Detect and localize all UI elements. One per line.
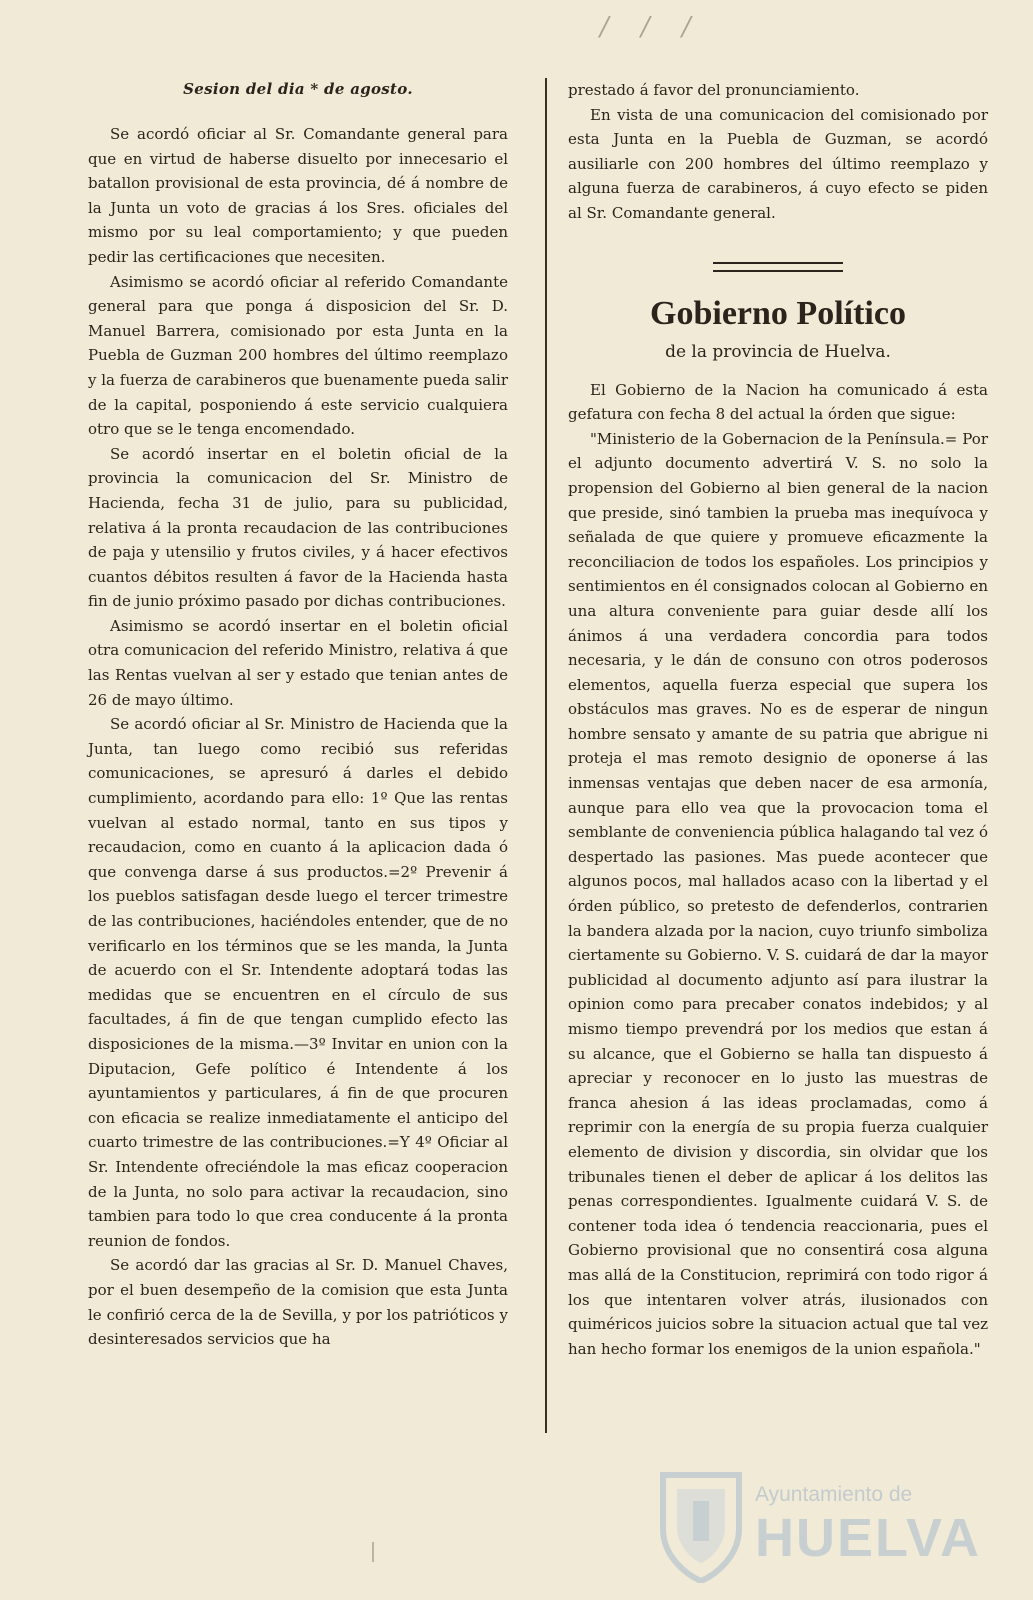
section-title: Gobierno Político [650, 294, 906, 332]
watermark [655, 1465, 1015, 1585]
session-title: Sesion del dia * de agosto. [183, 80, 413, 98]
left-column [88, 78, 508, 1352]
paragraph: Asimismo se acordó insertar en el boletin oficial otra comunicacion del referido Ministro, relativa á que las Rentas vuelvan al ser y estado que tenian antes de 26 de mayo último. [88, 616, 508, 709]
continuation-line: prestado á favor del pronunciamiento. [568, 81, 860, 99]
right-column [568, 78, 988, 1361]
paragraph: En vista de una comunicacion del comisionado por esta Junta en la Puebla de Guzman, se acordó ausiliarle con 200 hombres del último reemplazo y alguna fuerza de carabineros, á cuyo efecto se piden al Sr. Comandante general. [568, 105, 988, 222]
paragraph: Asimismo se acordó oficiar al referido Comandante general para que ponga á disposicion del Sr. D. Manuel Barrera, comisionado por esta Junta en la Puebla de Guzman 200 hombres del último reemplazo y la fuerza de carabineros que buenamente pueda salir de la capital, posponiendo á este servicio cualquiera otro que se le tenga encomendado. [88, 272, 508, 439]
paragraph: Se acordó dar las gracias al Sr. D. Manuel Chaves, por el buen desempeño de la comision que esta Junta le confirió cerca de la de Sevilla, y por los patrióticos y desinteresados servicios que ha [88, 1256, 508, 1349]
watermark-text-line2: HUELVA [755, 1508, 981, 1568]
watermark-text-line1: Ayuntamiento de [755, 1483, 913, 1506]
section-divider [713, 262, 843, 272]
paragraph: El Gobierno de la Nacion ha comunicado á esta gefatura con fecha 8 del actual la órden que sigue: [568, 380, 988, 424]
column-divider [545, 78, 547, 1433]
margin-handwriting: / / / [600, 12, 703, 42]
page-mark [372, 1542, 374, 1562]
paragraph: Se acordó oficiar al Sr. Ministro de Hacienda que la Junta, tan luego como recibió sus referidas comunicaciones, se apresuró á darles el debido cumplimiento, acordando para ello: 1º Que las rentas vuelvan al estado normal, tanto en sus tipos y recaudacion, como en cuanto á la aplicacion dada ó que convenga darse á sus productos.=2º Prevenir á los pueblos satisfagan desde luego el tercer trimestre de las contribuciones, haciéndoles entender, que de no verificarlo en los términos que se les manda, la Junta de acuerdo con el Sr. Intendente adoptará todas las medidas que se encuentren en el círculo de sus facultades, á fin de que tengan cumplido efecto las disposiciones de la misma.—3º Invitar en union con la Diputacion, Gefe político é Intendente á los ayuntamientos y particulares, á fin de que procuren con eficacia se realize inmediatamente el anticipo del cuarto trimestre de las contribuciones.=Y 4º Oficiar al Sr. Intendente ofreciéndole la mas eficaz cooperacion de la Junta, no solo para activar la recaudacion, sino tambien para todo lo que crea conducente á la pronta reunion de fondos. [88, 715, 508, 1250]
paragraph: Se acordó insertar en el boletin oficial de la provincia la comunicacion del Sr. Ministro de Hacienda, fecha 31 de julio, para su publicidad, relativa á la pronta recaudacion de las contribuciones de paja y utensilio y frutos civiles, y á hacer efectivos cuantos débitos resulten á favor de la Hacienda hasta fin de junio próximo pasado por dichas contribuciones. [88, 444, 508, 611]
coat-of-arms-icon [655, 1465, 747, 1583]
section-subtitle: de la provincia de Huelva. [665, 341, 891, 362]
paragraph: "Ministerio de la Gobernacion de la Península.= Por el adjunto documento advertirá V. S. no solo la propension del Gobierno al bien general de la nacion que preside, sinó tambien la prueba mas inequívoca y señalada de que quiere y promueve eficazmente la reconciliacion de todos los españoles. Los principios y sentimientos en él consignados colocan al Gobierno en una altura conveniente para guiar desde allí los ánimos á una verdadera concordia para todos necesaria, y le dán de consuno con otros poderosos elementos, aquella fuerza especial que supera los obstáculos mas graves. No es de esperar de ningun hombre sensato y amante de su patria que abrigue ni proteja el mas remoto designio de oponerse á las inmensas ventajas que deben nacer de esa armonía, aunque para ello vea que la provocacion toma el semblante de conveniencia pública halagando tal vez ó despertado las pasiones. Mas puede acontecer que algunos pocos, mal hallados acaso con la libertad y el órden público, so pretesto de defenderlos, contrarien la bandera alzada por la nacion, cuyo triunfo simboliza ciertamente su Gobierno. V. S. cuidará de dar la mayor publicidad al documento adjunto así para ilustrar la opinion como para precaber conatos indebidos; y al mismo tiempo prevendrá por los medios que estan á su alcance, que el Gobierno se halla tan dispuesto á apreciar y reconocer en lo justo las muestras de franca ahesion á las ideas proclamadas, como á reprimir con la energía de su propia fuerza cualquier elemento de division y discordia, sin olvidar que los tribunales tienen el deber de aplicar á los delitos las penas correspondientes. Igualmente cuidará V. S. de contener toda idea ó tendencia reaccionaria, pues el Gobierno provisional que no consentirá cosa alguna mas allá de la Constitucion, reprimirá con todo rigor á los que intentaren volver atrás, ilusionados con quiméricos juicios sobre la situacion actual que tal vez han hecho formar los enemigos de la union española." [568, 429, 988, 1358]
paragraph: Se acordó oficiar al Sr. Comandante general para que en virtud de haberse disuelto por innecesario el batallon provisional de esta provincia, dé á nombre de la Junta un voto de gracias á los Sres. oficiales del mismo por su leal comportamiento; y que pueden pedir las certificaciones que necesiten. [88, 125, 508, 266]
